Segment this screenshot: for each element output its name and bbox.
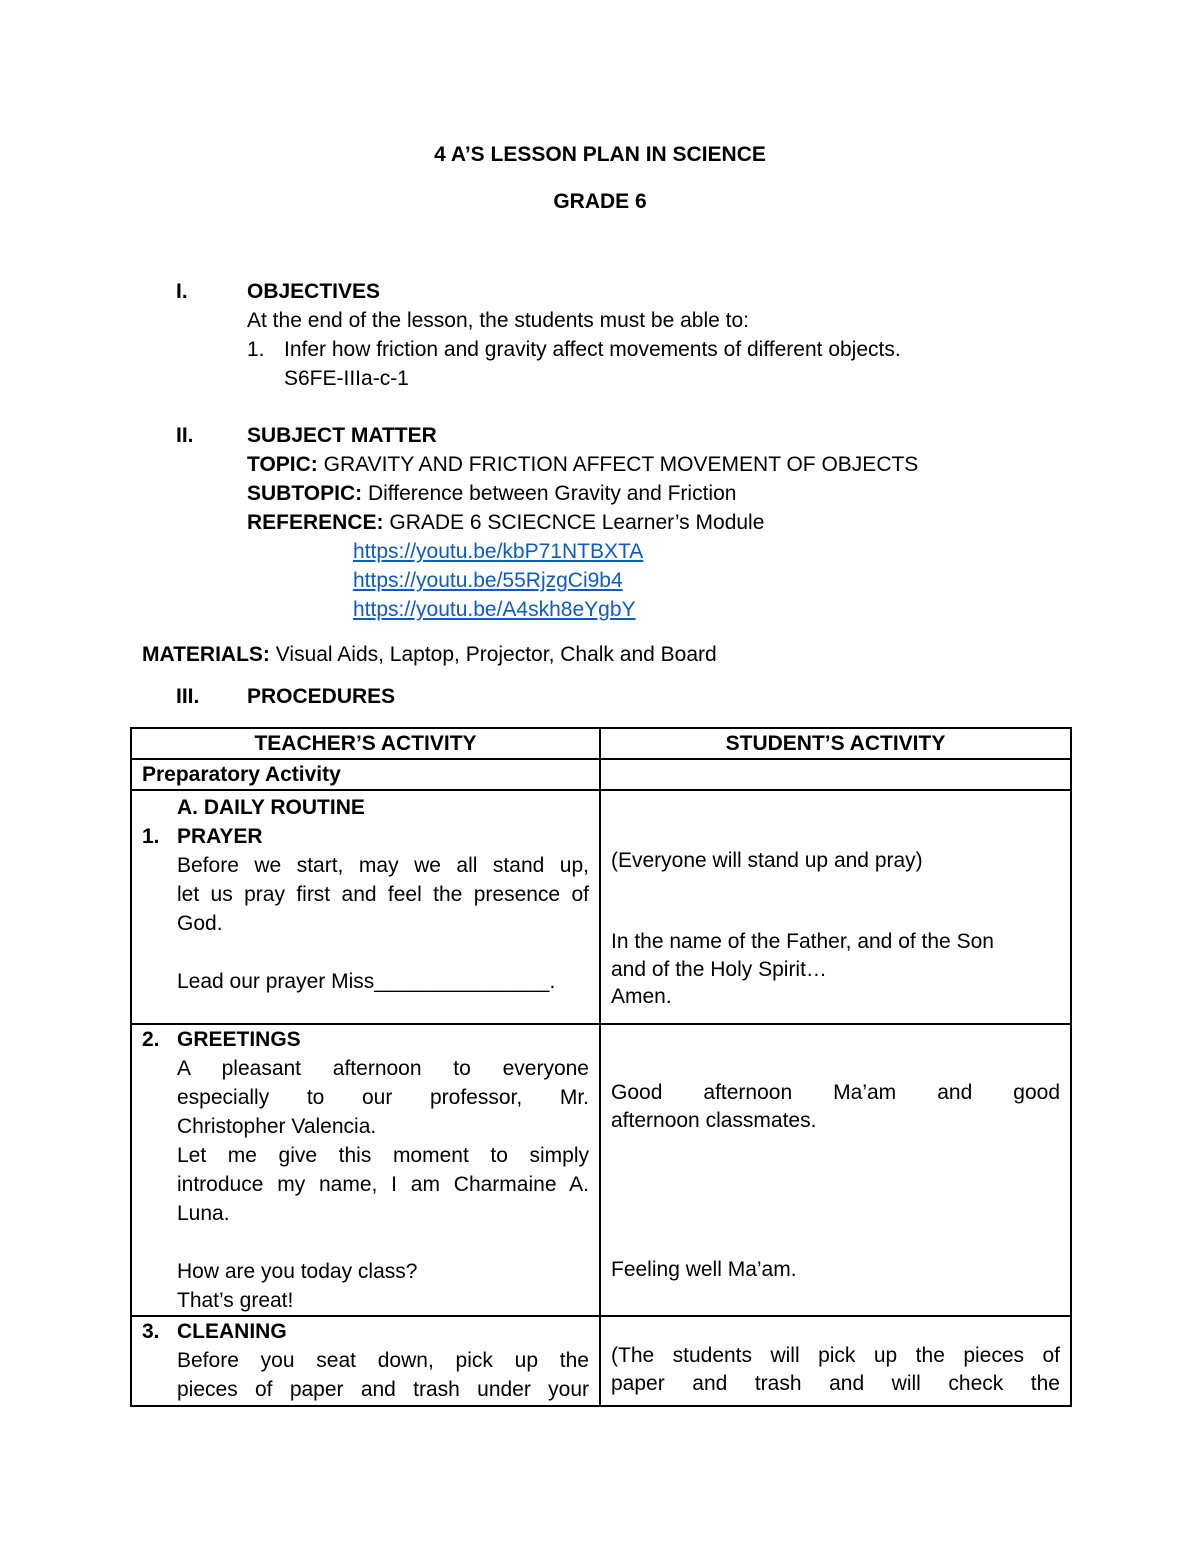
objective-text: Infer how friction and gravity affect movements of different objects. bbox=[284, 338, 901, 361]
topic-value: GRAVITY AND FRICTION AFFECT MOVEMENT OF OBJECTS bbox=[323, 453, 919, 476]
daily-routine-heading: A. DAILY ROUTINE bbox=[177, 796, 365, 819]
topic-line bbox=[247, 450, 1147, 479]
reference-link[interactable]: https://youtu.be/kbP71NTBXTA bbox=[353, 540, 644, 563]
teacher-cell-greetings bbox=[131, 1024, 600, 1316]
cleaning-heading: CLEANING bbox=[177, 1320, 287, 1343]
greetings-teacher-text: How are you today class? bbox=[177, 1260, 418, 1283]
greetings-number: 2. bbox=[142, 1028, 160, 1051]
document-title: 4 A’S LESSON PLAN IN SCIENCE bbox=[434, 143, 766, 166]
objectives-section bbox=[247, 277, 1107, 393]
prayer-student-text: Amen. bbox=[611, 985, 672, 1008]
prayer-teacher-text: let us pray first and feel the presence of bbox=[177, 883, 589, 906]
student-cell-greetings bbox=[600, 1024, 1071, 1316]
greetings-student-text: Good afternoon Ma’am and good bbox=[611, 1081, 1060, 1104]
table-row bbox=[131, 759, 1071, 790]
subject-matter-numeral: II. bbox=[176, 424, 194, 447]
greetings-teacher-text: Let me give this moment to simply bbox=[177, 1144, 589, 1167]
prayer-student-text: (Everyone will stand up and pray) bbox=[611, 849, 923, 872]
cleaning-teacher-text: Before you seat down, pick up the bbox=[177, 1349, 589, 1372]
objective-code: S6FE-IIIa-c-1 bbox=[284, 367, 409, 390]
table-row bbox=[131, 1316, 1071, 1406]
subject-matter-section bbox=[247, 421, 1147, 624]
greetings-teacher-text: introduce my name, I am Charmaine A. bbox=[177, 1173, 589, 1196]
procedures-table bbox=[130, 727, 1072, 1407]
cleaning-student-text: paper and trash and will check the bbox=[611, 1372, 1060, 1395]
objectives-intro: At the end of the lesson, the students must be able to: bbox=[247, 309, 749, 332]
col-teacher-header: TEACHER’S ACTIVITY bbox=[131, 728, 600, 759]
prayer-teacher-text: Before we start, may we all stand up, bbox=[177, 854, 589, 877]
prayer-number: 1. bbox=[142, 825, 160, 848]
cleaning-student-text: (The students will pick up the pieces of bbox=[611, 1344, 1060, 1367]
prayer-teacher-text: God. bbox=[177, 912, 223, 935]
reference-label: REFERENCE: bbox=[247, 511, 384, 534]
objective-item bbox=[247, 335, 1107, 364]
objective-number: 1. bbox=[247, 338, 265, 361]
table-header-row bbox=[131, 728, 1071, 759]
teacher-cell-prayer bbox=[131, 790, 600, 1024]
subject-matter-heading: SUBJECT MATTER bbox=[247, 424, 437, 447]
teacher-cell-cleaning bbox=[131, 1316, 600, 1406]
prayer-heading: PRAYER bbox=[177, 825, 263, 848]
reference-value: GRADE 6 SCIECNCE Learner’s Module bbox=[389, 511, 765, 534]
student-cell-cleaning bbox=[600, 1316, 1071, 1406]
preparatory-activity-label: Preparatory Activity bbox=[131, 759, 600, 790]
reference-link[interactable]: https://youtu.be/A4skh8eYgbY bbox=[353, 598, 636, 621]
greetings-student-text: afternoon classmates. bbox=[611, 1109, 817, 1132]
subtopic-label: SUBTOPIC: bbox=[247, 482, 363, 505]
greetings-teacher-text: Christopher Valencia. bbox=[177, 1115, 377, 1138]
cleaning-heading-line bbox=[142, 1317, 589, 1346]
subtopic-value: Difference between Gravity and Friction bbox=[367, 482, 737, 505]
table-row bbox=[131, 790, 1071, 1024]
procedures-heading: PROCEDURES bbox=[247, 685, 396, 708]
greetings-teacher-text: A pleasant afternoon to everyone bbox=[177, 1057, 589, 1080]
prayer-student-text: In the name of the Father, and of the Son bbox=[611, 930, 994, 953]
cleaning-teacher-text: pieces of paper and trash under your bbox=[177, 1378, 589, 1401]
cleaning-number: 3. bbox=[142, 1320, 160, 1343]
reference-link[interactable]: https://youtu.be/55RjzgCi9b4 bbox=[353, 569, 623, 592]
grade-heading: GRADE 6 bbox=[553, 190, 647, 213]
materials-line bbox=[142, 640, 1102, 669]
procedures-numeral: III. bbox=[176, 685, 200, 708]
greetings-heading-line bbox=[142, 1025, 589, 1054]
prayer-student-text: and of the Holy Spirit… bbox=[611, 958, 827, 981]
reference-links bbox=[247, 537, 1147, 624]
objectives-heading: OBJECTIVES bbox=[247, 280, 381, 303]
table-row bbox=[131, 1024, 1071, 1316]
prayer-teacher-text: Lead our prayer Miss_______________. bbox=[177, 970, 556, 993]
materials-value: Visual Aids, Laptop, Projector, Chalk and Board bbox=[275, 643, 717, 666]
col-student-header: STUDENT’S ACTIVITY bbox=[600, 728, 1071, 759]
reference-line bbox=[247, 508, 1147, 537]
greetings-teacher-text: That’s great! bbox=[177, 1289, 294, 1312]
greetings-teacher-text: especially to our professor, Mr. bbox=[177, 1086, 589, 1109]
greetings-student-text: Feeling well Ma’am. bbox=[611, 1258, 797, 1281]
prayer-heading-line bbox=[142, 822, 589, 851]
greetings-heading: GREETINGS bbox=[177, 1028, 301, 1051]
objectives-numeral: I. bbox=[176, 280, 188, 303]
greetings-teacher-text: Luna. bbox=[177, 1202, 230, 1225]
topic-label: TOPIC: bbox=[247, 453, 318, 476]
empty-cell bbox=[600, 759, 1071, 790]
student-cell-prayer bbox=[600, 790, 1071, 1024]
materials-label: MATERIALS: bbox=[142, 643, 270, 666]
subtopic-line bbox=[247, 479, 1147, 508]
